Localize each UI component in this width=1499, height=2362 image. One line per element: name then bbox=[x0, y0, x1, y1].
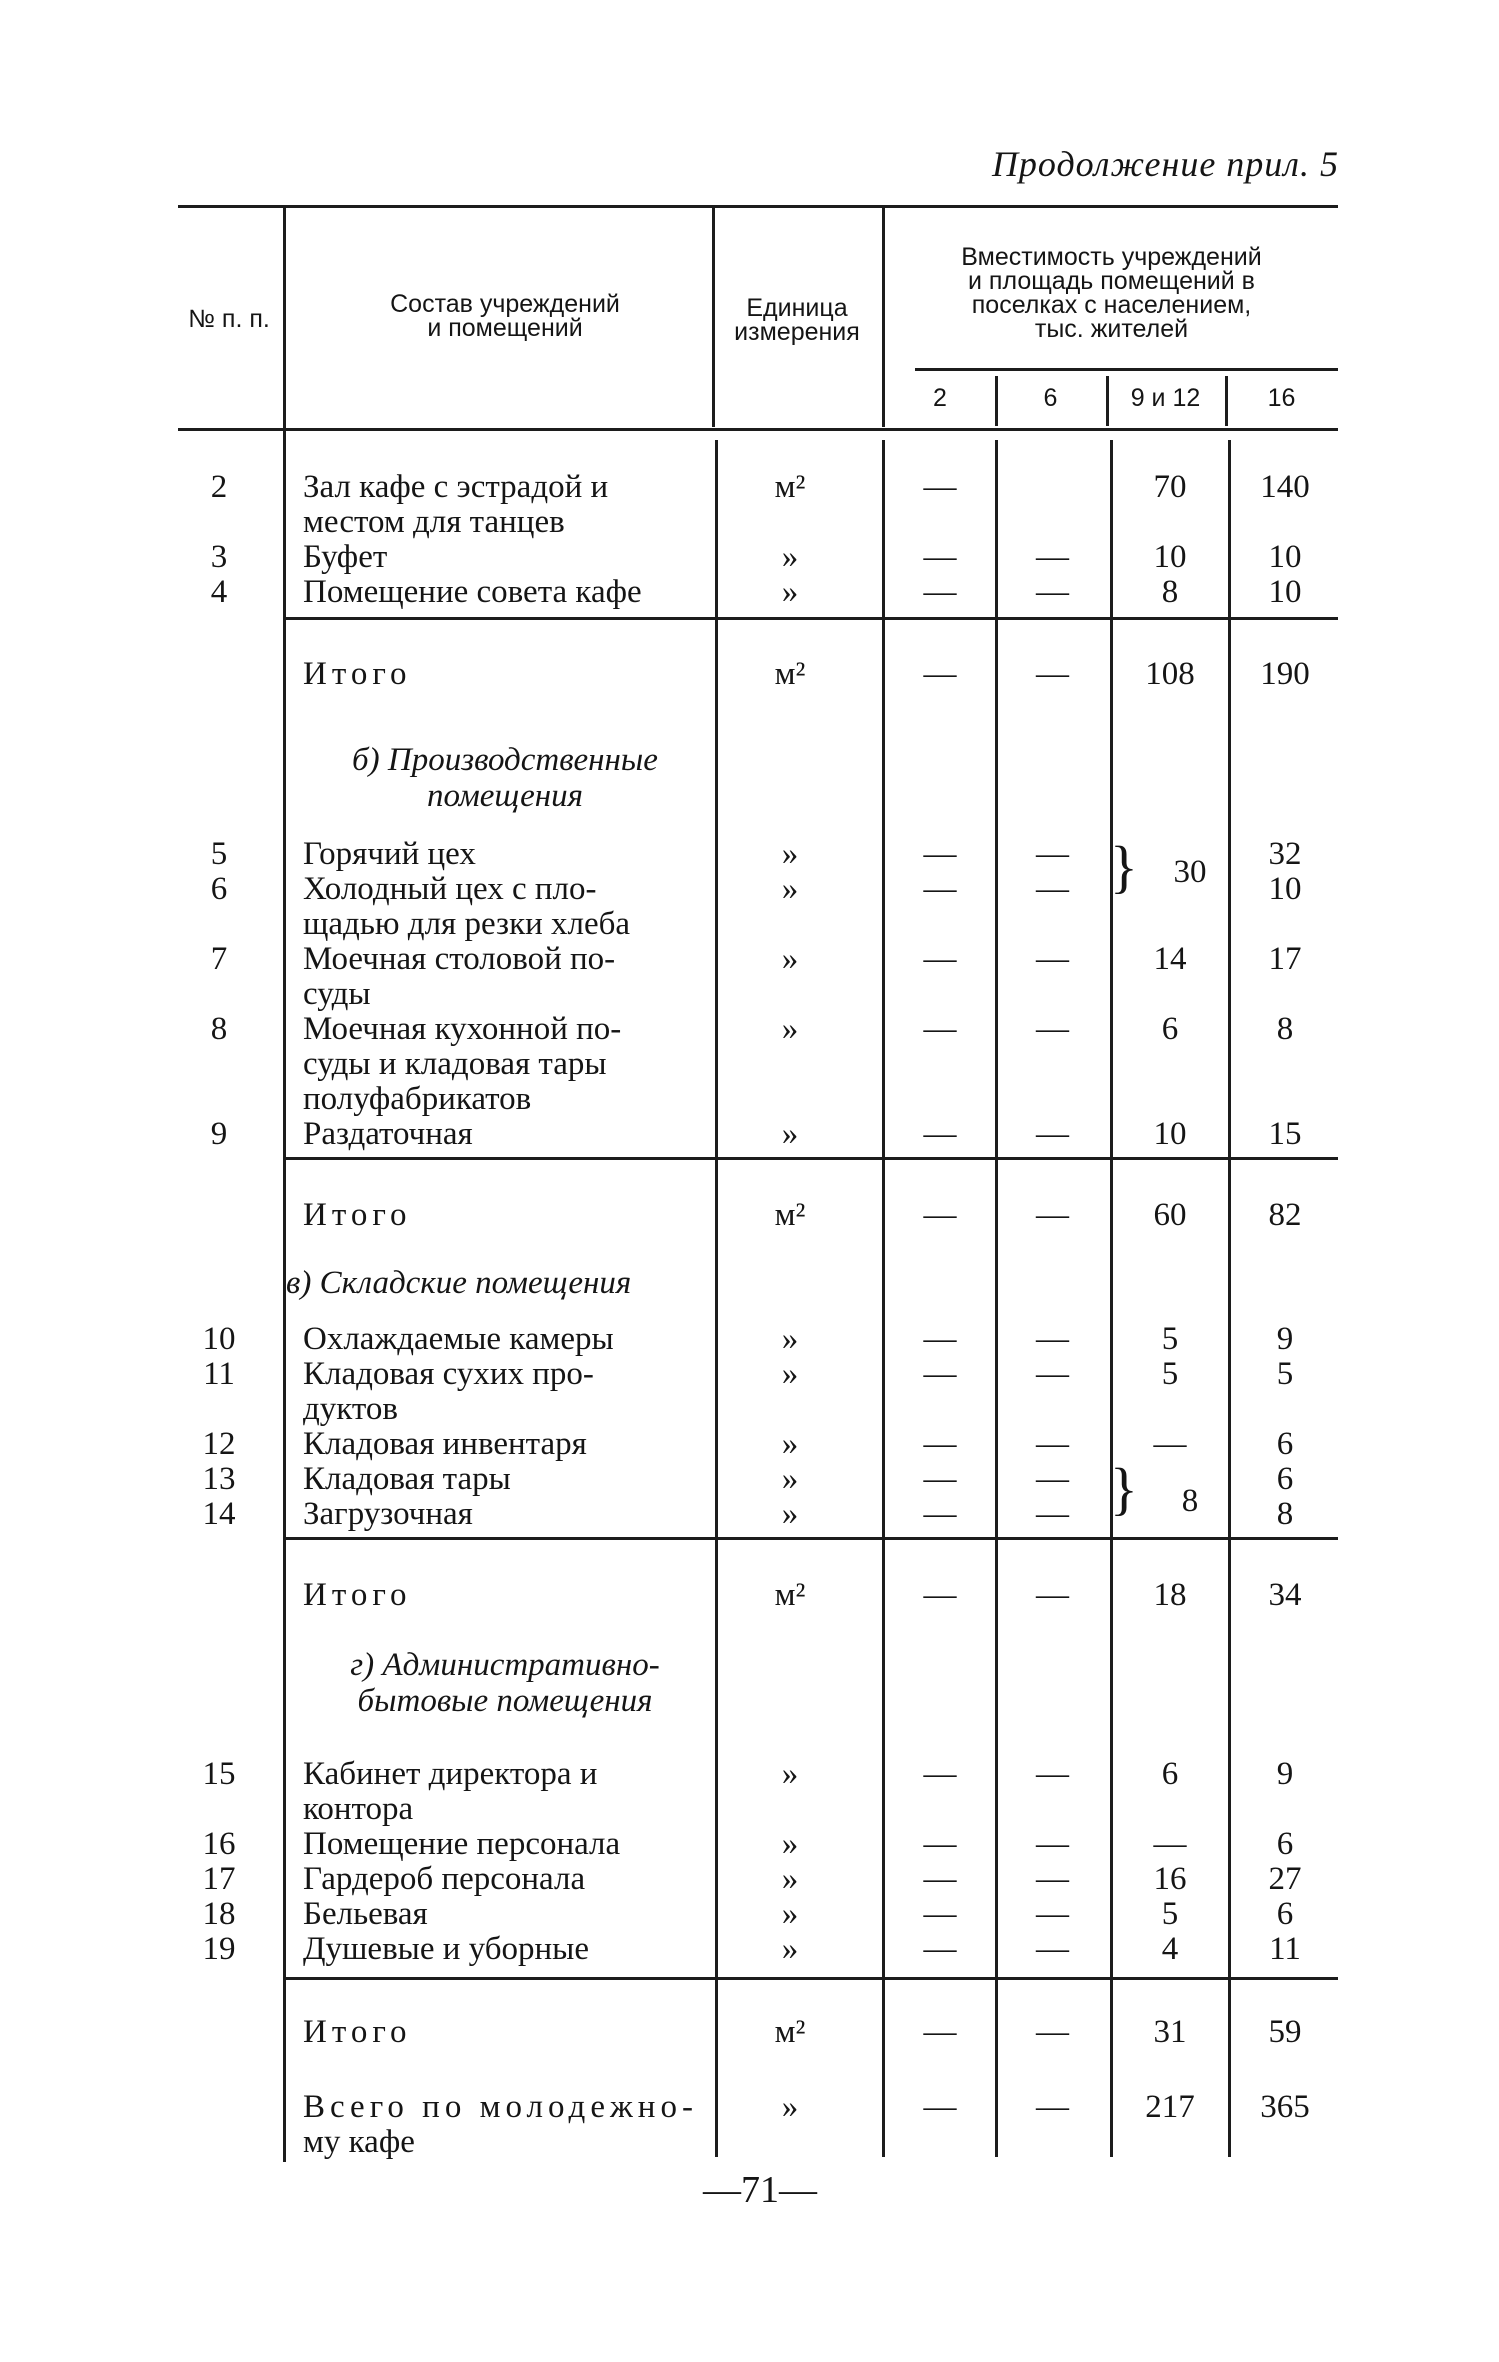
table-row: 5 Горячий цех » — — 32 bbox=[210, 836, 1302, 872]
section-storage: в) Складские помещения bbox=[286, 1265, 632, 1301]
table-row: 13 Кладовая тары » — — 6 bbox=[202, 1461, 1294, 1497]
header-pop-6: 6 bbox=[1043, 384, 1058, 412]
table-row: 3 Буфет » — — 10 10 bbox=[210, 539, 1302, 575]
table-row: контора bbox=[303, 1791, 414, 1827]
table-row-grand-total: Всего по молодежно- » — — 217 365 bbox=[303, 2089, 1310, 2125]
table-row: 2 Зал кафе с эстрадой и м² — 70 140 bbox=[210, 469, 1310, 505]
subheader-rule bbox=[915, 368, 1338, 371]
table-row: 7 Моечная столовой по- » — — 14 17 bbox=[210, 941, 1302, 977]
table-row: щадью для резки хлеба bbox=[303, 906, 631, 942]
table-row: дуктов bbox=[303, 1391, 398, 1427]
table-row: му кафе bbox=[303, 2124, 415, 2160]
table-row: 18 Бельевая » — — 5 6 bbox=[202, 1896, 1294, 1932]
header-composition: Состав учреждений и помещений bbox=[390, 290, 620, 342]
merged-value-hot-cold: 30 bbox=[1173, 854, 1207, 890]
header-capacity: Вместимость учреждений и площадь помещений в поселках с населением, тыс. жителей bbox=[961, 243, 1262, 343]
table-row: 4 Помещение совета кафе » — — 8 10 bbox=[210, 574, 1302, 610]
table-row: 9 Раздаточная » — — 10 15 bbox=[210, 1116, 1302, 1152]
table-row: 19 Душевые и уборные » — — 4 11 bbox=[202, 1931, 1301, 1967]
table-row: суды bbox=[303, 976, 371, 1012]
subtotal-rule-c bbox=[283, 1537, 1338, 1540]
table-row: 6 Холодный цех с пло- » — — 10 bbox=[210, 871, 1302, 907]
table-top-rule bbox=[178, 205, 1338, 208]
table-row: 8 Моечная кухонной по- » — — 6 8 bbox=[210, 1011, 1294, 1047]
table-caption: Продолжение прил. 5 bbox=[991, 144, 1339, 184]
header-pop-16: 16 bbox=[1267, 384, 1296, 412]
subtotal-rule-a bbox=[283, 617, 1338, 620]
merged-value-tara-load: 8 bbox=[1181, 1483, 1199, 1519]
table-row: полуфабрикатов bbox=[303, 1081, 532, 1117]
subtotal-rule-d bbox=[283, 1977, 1338, 1980]
section-administrative: г) Административно- бытовые помещения bbox=[350, 1647, 660, 1719]
header-pop-9-12: 9 и 12 bbox=[1130, 384, 1201, 412]
table-row: 12 Кладовая инвентаря » — — — 6 bbox=[202, 1426, 1294, 1462]
header-num: № п. п. bbox=[188, 305, 270, 333]
table-row: 17 Гардероб персонала » — — 16 27 bbox=[202, 1861, 1302, 1897]
table-row: 10 Охлаждаемые камеры » — — 5 9 bbox=[202, 1321, 1294, 1357]
table-row: 11 Кладовая сухих про- » — — 5 5 bbox=[203, 1356, 1294, 1392]
header-bottom-rule bbox=[178, 428, 1338, 431]
header-pop-2: 2 bbox=[933, 384, 947, 412]
table-row: 16 Помещение персонала » — — — 6 bbox=[202, 1826, 1294, 1862]
table-row: суды и кладовая тары bbox=[303, 1046, 607, 1082]
table-row-total: Итого м² — — 108 190 bbox=[303, 656, 1310, 692]
brace-icon: } bbox=[1110, 1456, 1138, 1521]
table-row: 14 Загрузочная » — — 8 bbox=[202, 1496, 1294, 1532]
table-row-total: Итого м² — — 60 82 bbox=[303, 1197, 1302, 1233]
page-number: —71— bbox=[703, 2169, 817, 2211]
section-production: б) Производственные помещения bbox=[352, 742, 658, 814]
table-row-total: Итого м² — — 18 34 bbox=[303, 1577, 1302, 1613]
table-row: 15 Кабинет директора и » — — 6 9 bbox=[202, 1756, 1294, 1792]
subtotal-rule-b bbox=[283, 1157, 1338, 1160]
header-unit: Единица измерения bbox=[734, 294, 860, 346]
table-row-total: Итого м² — — 31 59 bbox=[303, 2014, 1302, 2050]
brace-icon: } bbox=[1110, 834, 1138, 899]
table-row: местом для танцев bbox=[303, 504, 565, 540]
